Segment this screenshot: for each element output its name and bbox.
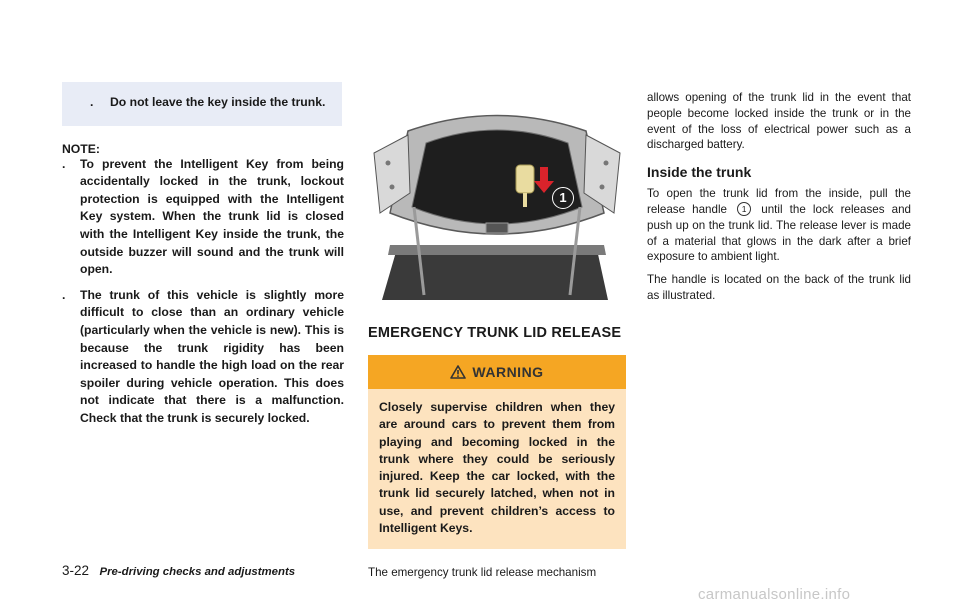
- bullet-dot: .: [62, 287, 66, 302]
- trunk-illustration: [368, 95, 626, 300]
- note-item-text: To prevent the Intelligent Key from being accidentally locked in the trunk, lockout protection is equipped with the Intelligent Key system. When the trunk lid is closed with the Intelligent Key inside the trunk, the outside buzzer will sound and the trunk will open.: [80, 156, 344, 277]
- callout-number: 1: [559, 190, 567, 205]
- note-list: [62, 156, 344, 428]
- release-text-after: until the lock releases and push up on the trunk lid. The release lever is made of a material that glows in the dark after a brief exposure to ambient light.: [647, 202, 911, 264]
- page-footer: [62, 562, 295, 580]
- callout-number-inline: 1: [737, 202, 751, 216]
- note-item-text: The trunk of this vehicle is slightly more difficult to close than an ordinary vehicle (particularly when the vehicle is new). This is because the trunk rigidity has been increased to handle the high load on the rear spoiler during vehicle operation. This does not indicate that there is a malfunction. Check that the trunk is securely locked.: [80, 287, 344, 425]
- section-title: EMERGENCY TRUNK LID RELEASE: [368, 325, 622, 341]
- warning-triangle-icon: [450, 365, 466, 379]
- release-instructions: [647, 186, 911, 265]
- handle-location-text: The handle is located on the back of the trunk lid as illustrated.: [647, 273, 911, 302]
- chapter-title: Pre-driving checks and adjustments: [99, 566, 296, 578]
- note-heading: NOTE:: [62, 141, 100, 156]
- caution-bullet-text: Do not leave the key inside the trunk.: [110, 95, 326, 109]
- trunk-lid-drawing: [368, 95, 626, 300]
- note-item: [62, 156, 344, 279]
- caution-box: [62, 82, 342, 126]
- callout-marker: [552, 187, 574, 209]
- note-item: [62, 287, 344, 428]
- warning-label: WARNING: [472, 364, 544, 380]
- warning-body: [368, 389, 626, 549]
- bullet-dot: .: [90, 95, 94, 109]
- page-number: 3-22: [62, 563, 90, 578]
- caution-bullet: [76, 94, 330, 112]
- section-intro: The emergency trunk lid release mechanism: [368, 566, 597, 580]
- right-column: [647, 90, 911, 304]
- warning-header: [368, 355, 626, 389]
- bullet-dot: .: [62, 156, 66, 171]
- continuation-text: allows opening of the trunk lid in the event that people become locked inside the trunk or in the event of the loss of electrical power such as a discharged battery.: [647, 91, 911, 152]
- watermark: carmanualsonline.info: [698, 586, 851, 603]
- middle-column: [368, 95, 626, 581]
- release-text-before: To open the trunk lid from the inside, pull the release handle: [647, 187, 911, 216]
- left-column: [62, 82, 344, 428]
- warning-box: [368, 355, 626, 549]
- warning-text: Closely supervise children when they are around cars to prevent them from playing and becoming locked in the trunk where they could be seriously injured. Keep the car locked, with the trunk lid securely latched, when not in use, and prevent children’s access to Intelligent Keys.: [379, 400, 615, 536]
- inside-trunk-heading: Inside the trunk: [647, 164, 752, 181]
